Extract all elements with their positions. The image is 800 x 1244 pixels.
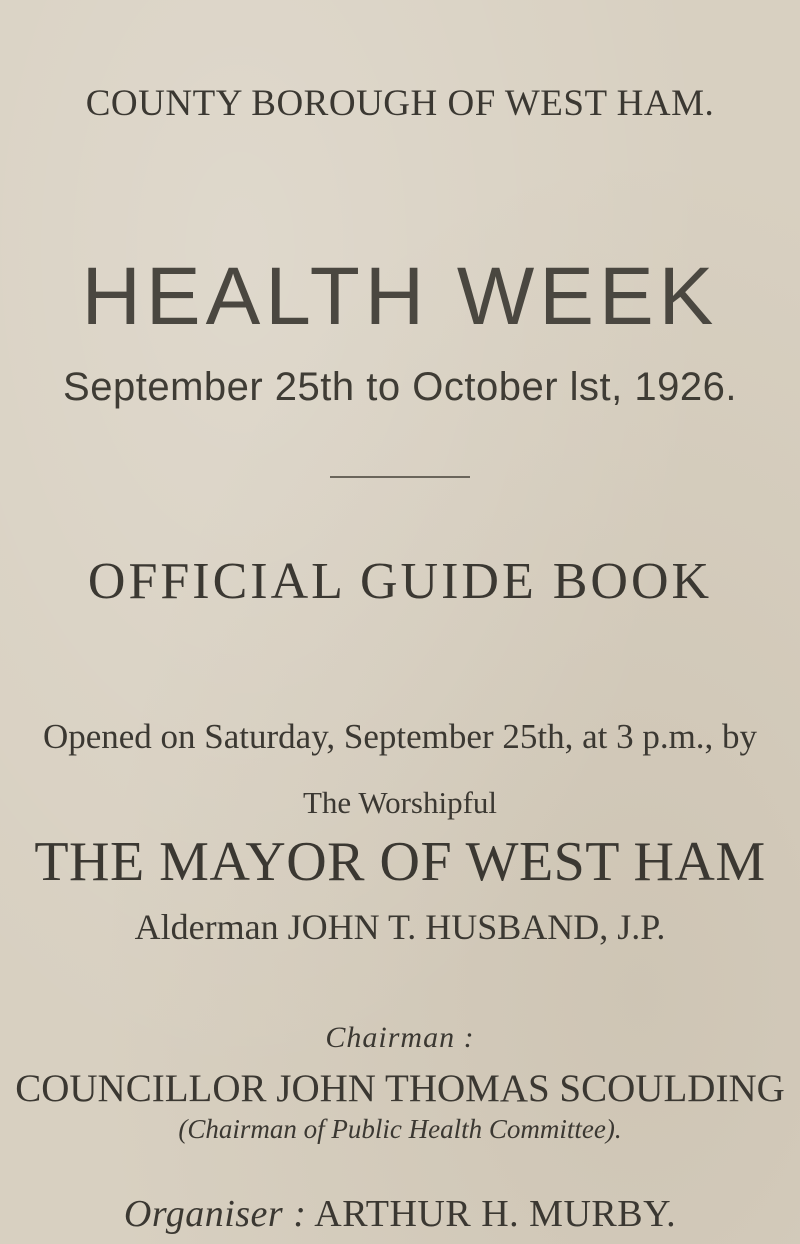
organiser-line — [0, 1192, 800, 1236]
divider-rule — [330, 476, 470, 478]
organiser-name: ARTHUR H. MURBY. — [314, 1193, 677, 1235]
organiser-label: Organiser : — [123, 1193, 307, 1235]
chairman-label: Chairman : — [325, 1021, 475, 1054]
mayor-name: Alderman JOHN T. HUSBAND, J.P. — [134, 907, 666, 947]
mayor-title: THE MAYOR OF WEST HAM — [34, 831, 766, 893]
guide-title: OFFICIAL GUIDE BOOK — [87, 553, 713, 610]
chairman-role: (Chairman of Public Health Committee). — [178, 1114, 622, 1144]
event-dates: September 25th to October lst, 1926. — [63, 365, 737, 409]
mayor-honorific: The Worshipful — [302, 785, 498, 820]
opening-line: Opened on Saturday, September 25th, at 3 p.m., by — [42, 717, 758, 756]
chairman-name: COUNCILLOR JOHN THOMAS SCOULDING — [15, 1067, 785, 1110]
borough-header: COUNTY BOROUGH OF WEST HAM. — [85, 83, 715, 124]
event-title: HEALTH WEEK — [81, 251, 719, 342]
